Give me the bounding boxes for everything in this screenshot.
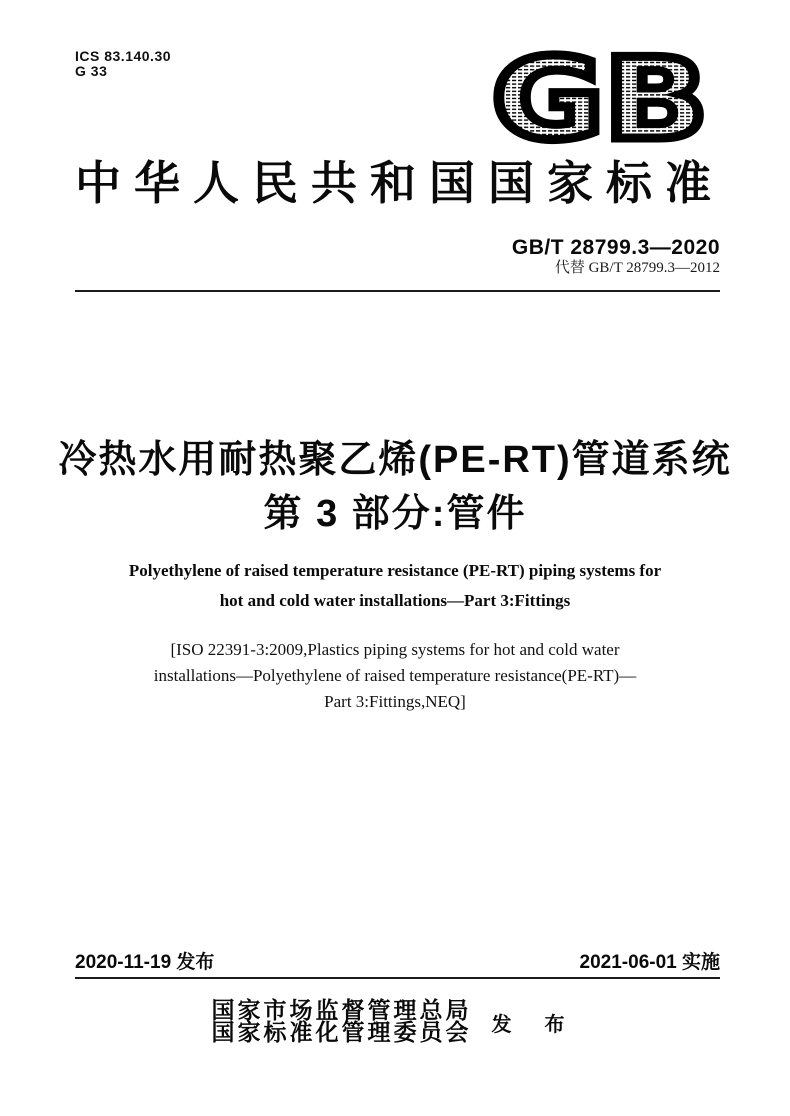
standard-number-block [512,236,720,277]
document-title-en-line2: hot and cold water installations—Part 3:Fittings [219,591,571,610]
iso-reference-line2: installations—Polyethylene of raised temperature resistance(PE-RT)— [153,666,637,685]
publisher-names [212,1000,472,1044]
publisher-line2: 国家标准化管理委员会 [211,1020,472,1045]
document-title-en-line1: Polyethylene of raised temperature resistance (PE-RT) piping systems for [128,561,662,580]
iso-reference-line3: Part 3:Fittings,NEQ] [324,692,466,711]
publisher-line1: 国家市场监督管理总局 [211,998,472,1023]
dates-row [75,951,720,975]
issue-date: 2020-11-19 发布 [75,952,215,973]
document-title-cn-line2: 第 3 部分:管件 [263,493,527,535]
replaces-note: 代替 GB/T 28799.3—2012 [554,260,720,276]
top-divider [75,290,720,292]
bottom-divider [75,977,720,979]
gb-logo-icon [488,50,712,146]
implement-date: 2021-06-01 实施 [579,952,720,973]
doc-class-code: G 33 [75,63,108,79]
ics-code: ICS 83.140.30 [75,48,172,64]
document-title-cn [0,433,790,541]
publish-label: 发 布 [491,1013,579,1036]
iso-reference-line1: [ISO 22391-3:2009,Plastics piping systems for hot and cold water [170,640,620,659]
publisher-block [0,1000,790,1044]
national-standard-title: 中华人民共和国国家标准 [75,158,724,209]
iso-reference [0,637,790,715]
gb-logo-text: GB [492,50,708,146]
document-title-cn-line1: 冷热水用耐热聚乙烯(PE-RT)管道系统 [58,439,732,481]
standard-number: GB/T 28799.3—2020 [511,236,720,259]
document-title-en [0,556,790,616]
ics-classification [75,49,171,79]
